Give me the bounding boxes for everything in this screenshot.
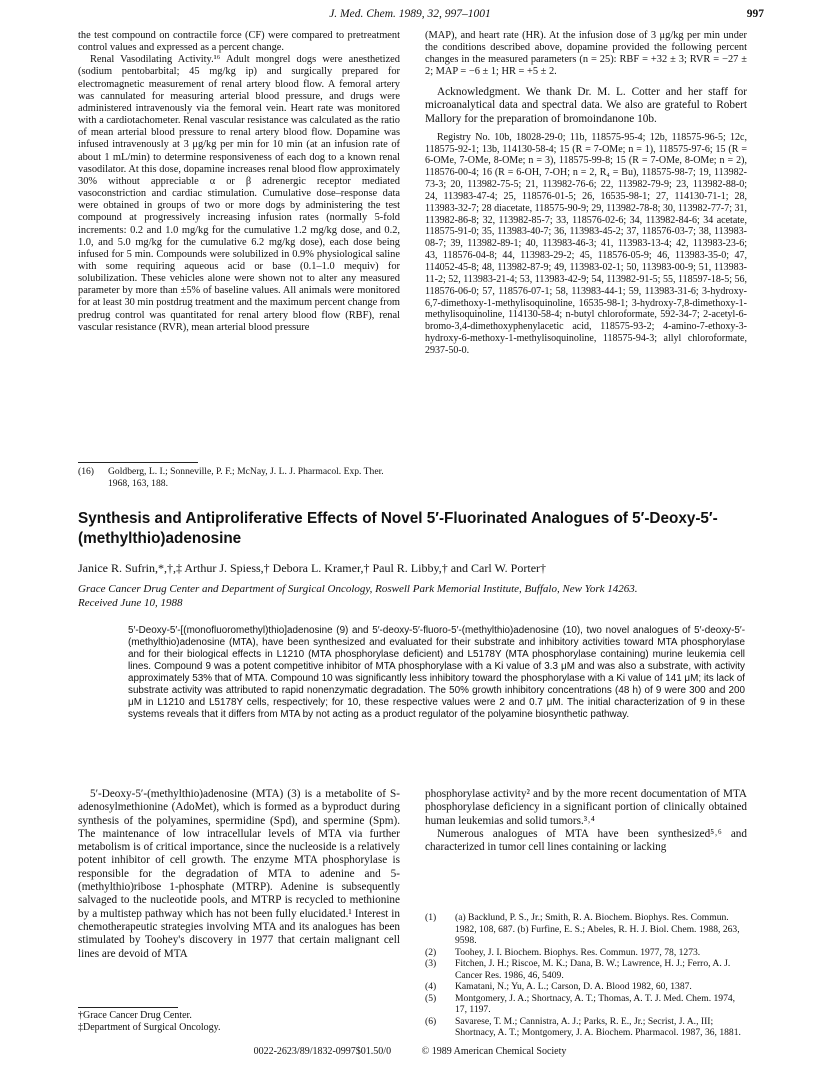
paragraph: 5′-Deoxy-5′-(methylthio)adenosine (MTA) (3) is a metabolite of S-adenosylmethionine (AdoMet), which is formed as a byproduct during synthesis of the polyamines, spermidine (Spd), and spermine (Spm). The maintenance of low intracellular levels of MTA via further metabolism is of critical importance, since the nucleoside is a relatively potent inhibitor of cell growth. The enzyme MTA phosphorylase is responsible for the degradation of MTA to adenine and 5-(methylthio)ribose 1-phosphate (MTRP). Adenine is subsequently salvaged to the nucleotide pools, and MTRP is recycled to methionine by a multistep pathway which has not been fully elucidated.¹ Interest in chemotherapeutic strategies involving MTA and its analogues has been stimulated by Toohey's discovery in 1977 that certain malignant cell lines are devoid of MTA bbox=[78, 788, 400, 960]
references-list bbox=[425, 912, 747, 1039]
reference-number: (6) bbox=[425, 1015, 437, 1027]
affiliation-footnotes bbox=[78, 1010, 400, 1033]
reference-text: Montgomery, J. A.; Shortnacy, A. T.; Thomas, A. T. J. Med. Chem. 1974, 17, 1197. bbox=[455, 992, 736, 1015]
reference-text: Kamatani, N.; Yu, A. L.; Carson, D. A. Blood 1982, 60, 1387. bbox=[455, 981, 692, 992]
affiliation-footnote: ‡Department of Surgical Oncology. bbox=[78, 1021, 221, 1033]
affiliation-footnote: †Grace Cancer Drug Center. bbox=[78, 1010, 192, 1021]
reference-number: (4) bbox=[425, 981, 437, 992]
reference-text: (a) Backlund, P. S., Jr.; Smith, R. A. Biochem. Biophys. Res. Commun. 1982, 108, 687. (b) Furfine, E. S.; Abeles, R. H. J. Biol. Chem. 1988, 263, 9598. bbox=[455, 912, 740, 946]
paragraph: the test compound on contractile force (CF) were compared to pretreatment control values and expressed as a percent change. bbox=[78, 30, 400, 54]
reference-number: (5) bbox=[425, 992, 437, 1004]
reference-item bbox=[425, 947, 747, 959]
acknowledgment: Acknowledgment. We thank Dr. M. L. Cotter and her staff for microanalytical data and spectral data. We also are grateful to Robert Mallory for the preparation of bromoindanone 10b. bbox=[425, 85, 747, 126]
page-number: 997 bbox=[746, 8, 764, 20]
reference-item bbox=[425, 993, 747, 1016]
reference-item bbox=[425, 1016, 747, 1039]
reference-number: (1) bbox=[425, 912, 437, 923]
footnote bbox=[78, 466, 400, 489]
running-header bbox=[0, 8, 820, 26]
page-footer bbox=[0, 1046, 820, 1057]
reference-item bbox=[425, 912, 747, 947]
reference-number: (2) bbox=[425, 946, 437, 958]
footnote-text: Goldberg, L. I.; Sonneville, P. F.; McNay, J. L. J. Pharmacol. Exp. Ther. 1968, 163, 188. bbox=[108, 466, 384, 489]
prev-article-right-column bbox=[425, 30, 747, 357]
affiliation-footnote-divider bbox=[78, 1007, 178, 1008]
prev-article-left-column bbox=[78, 30, 400, 334]
copyright: © 1989 American Chemical Society bbox=[421, 1046, 567, 1057]
journal-reference: J. Med. Chem. 1989, 32, 997–1001 bbox=[329, 8, 491, 20]
reference-item bbox=[425, 981, 747, 993]
paragraph: phosphorylase activity² and by the more recent documentation of MTA phosphorylase deficiency in a significant portion of clinically obtained human leukemias and solid tumors.³˒⁴ bbox=[425, 788, 747, 827]
reference-text: Toohey, J. I. Biochem. Biophys. Res. Commun. 1977, 78, 1273. bbox=[455, 946, 701, 958]
paragraph: (MAP), and heart rate (HR). At the infusion dose of 3 μg/kg per min under the conditions described above, dopamine provided the following percent changes in the measured parameters (n = 25): RBF = +32 ± 3; RVR = −27 ± 2; MAP = −6 ± 1; HR = +5 ± 2. bbox=[425, 30, 747, 78]
body-right-column bbox=[425, 788, 747, 854]
article-code: 0022-2623/89/1832-0997$01.50/0 bbox=[253, 1046, 392, 1057]
reference-item bbox=[425, 958, 747, 981]
footnote-divider bbox=[78, 462, 198, 463]
article-affiliation: Grace Cancer Drug Center and Department of Surgical Oncology, Roswell Park Memorial Institute, Buffalo, New York 14263. bbox=[78, 583, 638, 595]
article-title: Synthesis and Antiproliferative Effects of Novel 5′-Fluorinated Analogues of 5′-Deoxy-5′-(methylthio)adenosine bbox=[78, 510, 718, 547]
paragraph: Renal Vasodilating Activity.¹⁶ Adult mongrel dogs were anesthetized (sodium pentobarbital; 45 mg/kg ip) and surgically prepared for electromagnetic measurement of renal artery blood flow. A femoral artery was cannulated for measuring arterial blood pressure, and drugs were administered intravenously via the femoral vein. Heart rate was monitored with a cardiotachometer. Renal vascular resistance was calculated as the ratio of mean arterial blood pressure to renal artery blood flow. Dopamine was infused intravenously at 3 μg/kg per min for 10 min (at an infusion rate of about 1 mL/min) to determine responsiveness of each dog to a known renal vasodilator. At this dose, dopamine increases renal blood flow approximately 30% without appreciable α or β adrenergic receptor mediated vasoconstriction and cardiac stimulation. Cumulative dose–response data were obtained in groups of two or more dogs by administering the test compound at progressively increasing infusion rates (normally 5-fold increments: 0.2 and 1.0 mg/kg for the cumulative 1.2 mg/kg dose, and 0.2, 1.0, and 5.0 mg/kg for the cumulative 6.2 mg/kg dose), each dose being infused for 5 min. Compounds were solubilized in 0.9% physiological saline with some requiring aqueous acid or base (0.1–1.0 mequiv) for solubilization. These vehicles alone were shown not to alter any measured parameter by more than ±5% of baseline values. All animals were monitored for at least 30 min postdrug treatment and the maximum percent change from predrug control was quantitated for renal artery blood flow (RBF), renal vascular resistance (RVR), mean arterial blood pressure bbox=[78, 54, 401, 333]
reference-text: Savarese, T. M.; Cannistra, A. J.; Parks, R. E., Jr.; Secrist, J. A., III; Shortnacy, A. T.; Montgomery, J. A. Biochem. Pharmacol. 1987, 36, 1881. bbox=[455, 1015, 741, 1038]
registry-numbers: Registry No. 10b, 18028-29-0; 11b, 118575-95-4; 12b, 118575-96-5; 12c, 118575-92-1; 13b, 114130-58-4; 15 (R = 7-OMe; n = 1), 118575-97-6; 15 (R = 6-OMe, 7-OMe, 8-OMe; n = 3), 118575-99-8; 15 (R = 7-OMe, 8-OMe; n = 2), 118576-00-4; 16 (R = 6-OH, 7-OH; n = 2, R₄ = Bu), 118575-98-7; 19, 113982-73-3; 20, 113982-75-5; 21, 113982-76-6; 22, 113982-79-9; 23, 113982-88-0; 24, 113983-47-4; 25, 118576-01-5; 26, 16535-98-1; 27, 114130-71-1; 28, 113983-32-7; 28 diacetate, 118575-90-9; 29, 113982-78-8; 30, 113982-77-7; 31, 113982-86-8; 32, 113982-85-7; 33, 118576-02-6; 34, 113982-84-6; 34 acetate, 118575-91-0; 35, 113983-40-7; 36, 113983-45-2; 37, 118576-03-7; 38, 113983-08-7; 39, 113982-89-1; 40, 113983-46-3; 41, 113983-13-4; 42, 113983-23-6; 43, 118576-04-8; 44, 113983-29-2; 45, 118576-05-9; 46, 113983-35-0; 47, 114052-45-8; 48, 113982-87-9; 49, 113983-02-1; 50, 113983-00-9; 51, 113983-11-2; 52, 113983-21-4; 53, 113983-42-9; 54, 113982-91-5; 55, 118597-18-5; 56, 118576-06-0; 57, 118576-07-1; 58, 113983-44-1; 59, 113983-31-6; 3-hydroxy-6,7-dimethoxy-1-methylisoquinoline, 16535-98-1; 3-hydroxy-7,8-dimethoxy-1-methylisoquinoline, 114130-58-4; n-butyl chloroformate, 592-34-7; 2-acetyl-6-bromo-3,4-dimethoxyphenylacetic acid, 118575-93-2; 4-amino-7-ethoxy-3-hydroxy-6-methoxy-1-methylisoquinoline, 118575-94-3; allyl chloroformate, 2937-50-0. bbox=[425, 131, 748, 356]
abstract: 5′-Deoxy-5′-[(monofluoromethyl)thio]adenosine (9) and 5′-deoxy-5′-fluoro-5′-(methylthio)adenosine (10), two novel analogues of 5′-deoxy-5′-(methylthio)adenosine (MTA), have been synthesized and evaluated for their substrate and inhibitory activities toward MTA phosphorylase and for their biological effects in L1210 (MTA phosphorylase deficient) and L5178Y (MTA phosphorylase containing) murine leukemia cell lines. Compound 9 was a potent competitive inhibitor of MTA phosphorylase with a Ki value of 3.3 μM and was also a substrate, with activity approximately 53% that of MTA. Compound 10 was significantly less inhibitory toward the phosphorylase with a Ki value of 141 μM; its lack of substrate activity was attributed to rapid nonenzymatic degradation. The 50% growth inhibitory concentrations (48 h) of 9 were 300 and 200 μM in L1210 and L5178Y cells, respectively; for 10, these respective values were 2 and 0.7 μM. The initial characterization of 9 in these systems reveals that it differs from MTA by not acting as a product regulator of the polyamine biosynthetic pathway. bbox=[128, 625, 745, 720]
body-left-column bbox=[78, 788, 400, 961]
reference-number: (3) bbox=[425, 958, 437, 969]
reference-text: Fitchen, J. H.; Riscoe, M. K.; Dana, B. W.; Lawrence, H. J.; Ferro, A. J. Cancer Res. 1986, 46, 5409. bbox=[455, 958, 731, 981]
received-date: Received June 10, 1988 bbox=[78, 597, 183, 609]
article-authors: Janice R. Sufrin,*,†,‡ Arthur J. Spiess,† Debora L. Kramer,† Paul R. Libby,† and Carl W. Porter† bbox=[78, 561, 547, 575]
footnote-number: (16) bbox=[78, 466, 94, 477]
paragraph: Numerous analogues of MTA have been synthesized⁵˒⁶ and characterized in tumor cell lines containing or lacking bbox=[425, 827, 747, 854]
